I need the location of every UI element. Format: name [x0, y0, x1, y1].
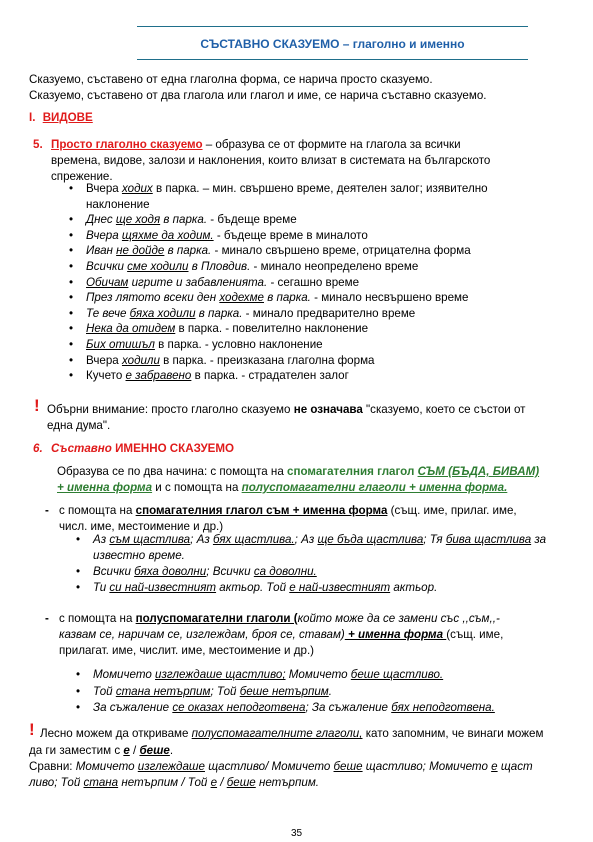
section-title: ВИДОВЕ [42, 111, 93, 124]
example-segment: в парка. [164, 244, 212, 258]
page-title: СЪСТАВНО СКАЗУЕМО – глаголно и именно [200, 37, 465, 51]
note-1-line-2: една дума". [47, 419, 111, 432]
example-segment: сме ходили [127, 260, 189, 273]
example-segment: наклонение [86, 197, 150, 211]
note-2-g: беше [139, 744, 170, 757]
item-5-line-3: спрежение. [51, 170, 113, 183]
example-segment: - минало свършено време, отрицателна форма [211, 244, 471, 258]
example-line [93, 667, 443, 683]
example-line [86, 321, 368, 337]
example-segment: бяха доволни [134, 565, 207, 578]
example-segment: ; Тя [423, 533, 446, 546]
compare-verb: е [491, 760, 498, 773]
example-segment: За съжаление [93, 701, 173, 714]
section-number: I. [29, 111, 36, 124]
example-segment: актьор. [390, 581, 438, 594]
compare-verb: е [210, 776, 218, 789]
example-line [86, 197, 150, 213]
note-1-text-b: не означава [293, 403, 363, 416]
example-line [93, 580, 437, 596]
example-segment: щяхме да ходим. [121, 228, 214, 242]
example-segment: в парка. [195, 306, 243, 320]
dash-1-b: спомагателния глагол съм + именна форма [135, 504, 388, 517]
example-line [86, 290, 468, 306]
example-segment: в парка. [160, 213, 208, 227]
example-segment: - сегашно време [267, 275, 360, 289]
item-6-heading-a: Съставно [51, 442, 116, 455]
example-line [93, 684, 332, 700]
item-5-number: 5. [33, 138, 43, 151]
dash-2-e: + именна форма [344, 628, 447, 641]
example-segment: известно време. [93, 549, 185, 562]
note-1-text-c: "сказуемо, което се състои от [362, 403, 526, 416]
example-segment: в Пловдив. [188, 260, 251, 273]
example-segment: за [531, 533, 547, 546]
example-line [93, 700, 495, 716]
example-segment: Вчера [86, 182, 122, 195]
example-segment: Момичето [93, 668, 156, 681]
example-segment: съм щастлива [109, 533, 191, 546]
compare-seg: щаст [497, 760, 533, 773]
note-2-f: / [129, 744, 140, 757]
example-segment: е забравено [125, 369, 192, 383]
dash-2-d: казвам се, наричам се, изглеждам, броя се, ставам) [59, 628, 345, 641]
item-6-heading-b: ИМЕННО СКАЗУЕМО [115, 442, 235, 455]
item-6-text-line-2 [57, 480, 507, 496]
note-2-a: Лесно можем да откриваме [40, 727, 192, 740]
title-rule-bottom [137, 59, 528, 60]
item-5-heading: Просто глаголно сказуемо [51, 138, 203, 151]
dash-2-b: полуспомагателни глаголи ( [135, 612, 298, 625]
example-segment: Нека да отидем [86, 322, 176, 336]
example-segment: - минало неопределено време [250, 260, 419, 273]
example-segment: в парка. [263, 291, 311, 305]
example-segment: . [328, 684, 332, 698]
example-segment: се оказах неподготвена [172, 701, 306, 714]
compare-verb: стана [83, 776, 119, 789]
example-line [86, 275, 359, 291]
example-segment: - минало предварително време [242, 306, 416, 320]
item-6-text-line-1 [57, 464, 539, 480]
example-segment: бях щастлива. [212, 533, 295, 546]
compare-seg: ливо; Той [29, 776, 84, 789]
exclamation-icon: ! [34, 396, 40, 415]
example-segment: Момичето [285, 668, 351, 681]
example-line [93, 532, 546, 548]
example-segment: в парка. - повелително наклонение [175, 322, 369, 336]
compare-verb: изглеждаше [137, 760, 205, 773]
item-6-text-e: и с помощта на [152, 481, 242, 494]
example-segment: ; За съжаление [305, 701, 392, 714]
example-line [86, 181, 488, 197]
item-5-line-1 [33, 137, 461, 153]
example-segment: ходехме [219, 291, 264, 305]
item-6-text-f: полуспомагателни глаголи + именна форма. [241, 481, 508, 494]
example-line [86, 368, 349, 384]
example-segment: стана нетърпим [115, 684, 211, 698]
example-segment: ; Всички [206, 565, 254, 578]
example-segment: Те вече [86, 306, 130, 320]
compare-seg: / [217, 776, 227, 789]
compare-seg: нетърпим. [255, 776, 319, 789]
example-line [86, 353, 375, 369]
example-segment: - минало несвършено време [310, 291, 469, 305]
example-segment: в парка. - страдателен залог [191, 369, 349, 383]
example-segment: Всички [93, 565, 135, 578]
compare-seg: Момичето [75, 760, 138, 773]
dash-item-1-line-1 [59, 503, 517, 519]
example-segment: бях неподготвена. [391, 701, 495, 714]
intro-line-1: Сказуемо, съставено от една глаголна форма, се нарича просто сказуемо. [29, 73, 433, 86]
example-segment: са доволни. [253, 565, 317, 578]
dash-2-c: който може да се замени със ,,съм,,- [297, 612, 500, 625]
example-line [86, 306, 415, 322]
item-6-text-d: + именна форма [57, 481, 153, 494]
note-2-line-1 [40, 726, 543, 742]
example-segment: актьор. Той [216, 581, 290, 594]
example-segment: бяха ходили [129, 306, 196, 320]
example-segment: беше нетърпим [239, 684, 329, 698]
compare-label: Сравни: [29, 760, 76, 773]
example-segment: ще бъда щастлива [317, 533, 424, 546]
example-segment: Кучето [86, 369, 126, 383]
example-segment: Иван [86, 244, 117, 258]
example-segment: ; Аз [294, 533, 318, 546]
example-segment: беше щастливо. [350, 668, 444, 681]
note-2-h: . [169, 744, 174, 757]
example-segment: Бих отишъл [86, 338, 155, 351]
note-1-line-1 [47, 402, 525, 418]
item-6-text-b: спомагателния глагол [287, 465, 418, 478]
example-segment: в парка. – мин. свършено време, деятелен залог; изявително [152, 182, 488, 195]
example-segment: ще ходя [115, 213, 161, 227]
example-segment: в парка. - преизказана глаголна форма [159, 353, 375, 367]
dash-item-2-line-3: прилагат. име, числит. име, местоимение и др.) [59, 644, 315, 657]
title-rule-top [137, 26, 528, 27]
example-segment: ; Аз [190, 533, 213, 546]
compare-verb: беше [333, 760, 363, 773]
compare-line-2 [29, 775, 319, 791]
example-line [86, 259, 418, 275]
example-segment: През лятото всеки ден [86, 291, 220, 305]
example-segment: си най-известният [109, 581, 217, 594]
note-2-e: е [123, 744, 130, 757]
dash-2-f: (същ. име, [446, 628, 504, 641]
dash-item-2-line-1 [59, 611, 500, 627]
compare-seg: щастливо; Момичето [362, 760, 492, 773]
item-6-number: 6. [33, 442, 43, 455]
example-segment: Всички [86, 260, 128, 273]
dash-1-c: (същ. име, прилаг. име, [387, 504, 517, 517]
example-segment: бива щастлива [445, 533, 532, 546]
note-2-b: полуспомагателните глаголи, [191, 727, 363, 740]
compare-seg: щастливо/ Момичето [204, 760, 334, 773]
example-segment: Вчера [86, 353, 122, 367]
example-segment: не дойде [116, 244, 165, 258]
dash-2-a: с помощта на [59, 612, 136, 625]
item-6-heading [33, 441, 234, 457]
dash-1-a: с помощта на [59, 504, 136, 517]
exclamation-icon: ! [29, 720, 35, 739]
example-line [93, 564, 317, 580]
example-segment: Вчера [86, 228, 122, 242]
example-line [86, 212, 297, 228]
example-segment: ходих [121, 182, 153, 195]
note-2-line-2 [29, 743, 173, 759]
intro-line-2: Сказуемо, съставено от два глагола или глагол и име, се нарича съставно сказуемо. [29, 89, 487, 102]
example-segment: е най-известният [289, 581, 391, 594]
example-segment: Обичам [86, 275, 129, 289]
note-1-text-a: Обърни внимание: просто глаголно сказуемо [47, 403, 294, 416]
example-line [86, 243, 471, 259]
example-segment: в парка. - условно наклонение [154, 338, 323, 351]
compare-line-1 [29, 759, 533, 775]
example-segment: игрите и забавленията. [128, 275, 268, 289]
example-segment: - бъдеще време [207, 213, 297, 227]
example-segment: ; Той [210, 684, 240, 698]
example-segment: Аз [93, 533, 110, 546]
example-segment: ходили [121, 353, 160, 367]
example-segment: Той [93, 684, 116, 698]
example-segment: Днес [86, 213, 116, 227]
page-number: 35 [290, 828, 303, 839]
item-6-text-c: СЪМ (БЪДА, БИВАМ) [417, 465, 540, 478]
dash-item-1-line-2: числ. име, местоимение и др.) [59, 520, 224, 533]
note-2-c: като запомним, че винаги можем [362, 727, 544, 740]
example-line [93, 548, 185, 564]
dash-item-2-line-2 [59, 627, 503, 643]
note-2-d: да ги заместим с [29, 744, 124, 757]
item-5-line-2: времена, видове, залози и наклонения, които влизат в системата на българското [51, 154, 491, 167]
example-segment: - бъдеще време в миналото [213, 228, 368, 242]
item-5-text: – образува се от формите на глагола за всички [202, 138, 461, 151]
example-segment: Ти [93, 581, 110, 594]
example-line [86, 337, 323, 353]
section-heading [29, 110, 93, 126]
compare-verb: беше [226, 776, 256, 789]
item-6-text-a: Образува се по два начина: с помощта на [57, 465, 288, 478]
compare-seg: нетърпим / Той [118, 776, 211, 789]
example-line [86, 228, 368, 244]
example-segment: изглеждаше щастливо; [155, 668, 286, 681]
